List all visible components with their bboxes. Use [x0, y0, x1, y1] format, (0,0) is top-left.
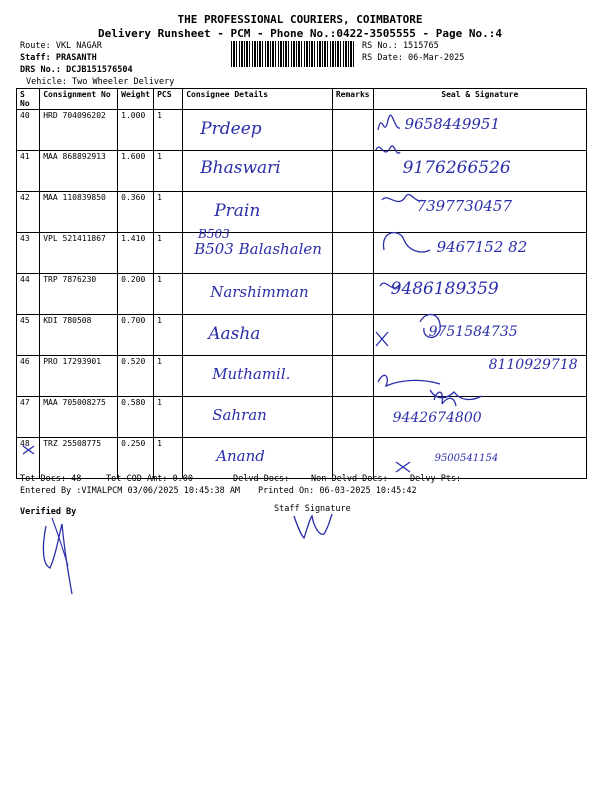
row-pcs: 1 — [154, 192, 183, 233]
handwritten-flat-number — [196, 226, 236, 242]
row-pcs: 1 — [154, 151, 183, 192]
verified-by-label: Verified By — [20, 507, 77, 517]
row-weight: 0.360 — [118, 192, 154, 233]
row-pcs: 1 — [154, 397, 183, 438]
row-consignment: TRP 7876230 — [40, 274, 118, 315]
handwritten-name: B503 Balashalen — [194, 240, 322, 258]
handwritten-phone: 9176266526 — [402, 158, 511, 178]
row-remarks — [332, 315, 373, 356]
staff-line — [20, 53, 97, 63]
signature-stroke — [378, 375, 440, 386]
handwritten-phone: 9658449951 — [404, 115, 501, 133]
handwritten-name: Prdeep — [200, 119, 262, 139]
signature-stroke — [376, 332, 388, 346]
row-consignment: VPL 521411867 — [40, 233, 118, 274]
vehicle-label: Vehicle: Two Wheeler Delivery — [26, 77, 175, 87]
delivery-signatures — [370, 100, 585, 480]
staff-signature — [290, 508, 340, 548]
row-sno: 40 — [17, 110, 40, 151]
cross-mark-icon — [20, 440, 40, 460]
col-header: Weight — [118, 89, 154, 110]
tot-cod-amount: Tot COD Amt: 0.00 — [106, 474, 193, 484]
row-sno: 46 — [17, 356, 40, 397]
col-header: Remarks — [332, 89, 373, 110]
row-pcs: 1 — [154, 233, 183, 274]
drs-label: DRS No.: — [20, 65, 61, 75]
handwritten-phone: 7397730457 — [416, 197, 513, 215]
row-sno: 48 — [17, 438, 40, 479]
row-weight: 0.700 — [118, 315, 154, 356]
row-consignment: PRO 17293901 — [40, 356, 118, 397]
signature-stroke — [380, 283, 400, 288]
handwritten-phone: 9486189359 — [390, 279, 499, 299]
route-label: Route: VKL NAGAR — [20, 41, 102, 51]
row-consignment: HRD 704096202 — [40, 110, 118, 151]
handwritten-name: Muthamil. — [212, 365, 291, 383]
staff-signature-label: Staff Signature — [274, 504, 351, 514]
row-consignment: TRZ 25508775 — [40, 438, 118, 479]
row-sno: 42 — [17, 192, 40, 233]
svg-text:B503: B503 — [198, 227, 230, 241]
row-consignee — [183, 151, 333, 192]
col-header: Consignee Details — [183, 89, 333, 110]
row-weight: 1.000 — [118, 110, 154, 151]
signature-stroke — [382, 194, 422, 201]
entered-by: Entered By :VIMALPCM 03/06/2025 10:45:38 AM — [20, 486, 241, 496]
col-header: Consignment No — [40, 89, 118, 110]
row-consignee — [183, 356, 333, 397]
row-consignee — [183, 274, 333, 315]
signature-stroke — [434, 392, 456, 406]
handwritten-name: Aasha — [208, 324, 261, 344]
staff-label: Staff: — [20, 53, 51, 63]
col-header: Seal & Signature — [373, 89, 586, 110]
signature-stroke — [376, 146, 400, 153]
signature-stroke — [378, 115, 400, 130]
handwritten-name: Narshimman — [210, 283, 309, 301]
row-consignment: MAA 110839850 — [40, 192, 118, 233]
row-remarks — [332, 438, 373, 479]
staff-name: PRASANTH — [55, 53, 97, 63]
barcode — [231, 41, 356, 67]
delivered-docs: Delvd Docs: — [233, 474, 290, 484]
printed-on: Printed On: 06-03-2025 10:45:42 — [258, 486, 417, 496]
row-pcs: 1 — [154, 274, 183, 315]
signature-stroke — [420, 314, 440, 337]
row-remarks — [332, 192, 373, 233]
handwritten-name: Sahran — [212, 406, 267, 424]
row-weight: 0.580 — [118, 397, 154, 438]
row-sno: 43 — [17, 233, 40, 274]
handwritten-name: Anand — [216, 447, 265, 465]
col-header: PCS — [154, 89, 183, 110]
handwritten-name: Bhaswari — [200, 158, 281, 178]
row-consignee — [183, 315, 333, 356]
row-weight: 1.600 — [118, 151, 154, 192]
signature-stroke — [383, 233, 430, 252]
row-consignment: MAA 705008275 — [40, 397, 118, 438]
row-sno: 47 — [17, 397, 40, 438]
rs-date: RS Date: 06-Mar-2025 — [362, 53, 465, 63]
row-remarks — [332, 356, 373, 397]
handwritten-phone: 8110929718 — [488, 357, 578, 373]
row-consignee — [183, 110, 333, 151]
handwritten-phone: 9500541154 — [434, 453, 499, 464]
row-consignee — [183, 397, 333, 438]
row-weight: 1.410 — [118, 233, 154, 274]
verifier-signature — [28, 506, 98, 598]
non-delivered-docs: Non Delvd Docs: — [311, 474, 388, 484]
signature-stroke — [396, 462, 410, 472]
row-remarks — [332, 274, 373, 315]
row-remarks — [332, 233, 373, 274]
row-consignee — [183, 438, 333, 479]
row-pcs: 1 — [154, 356, 183, 397]
row-consignment: MAA 868892913 — [40, 151, 118, 192]
handwritten-phone: 9467152 82 — [436, 238, 528, 256]
col-header: S No — [17, 89, 40, 110]
row-pcs: 1 — [154, 438, 183, 479]
row-sno: 41 — [17, 151, 40, 192]
row-weight: 0.200 — [118, 274, 154, 315]
tot-docs: Tot Docs: 48 — [20, 474, 82, 484]
row-consignment: KDI 780508 — [40, 315, 118, 356]
drs-line — [20, 65, 133, 75]
delivery-points: Delvy Pts: — [410, 474, 462, 484]
row-remarks — [332, 397, 373, 438]
rs-number: RS No.: 1515765 — [362, 41, 439, 51]
handwritten-phone: 9751584735 — [428, 324, 518, 340]
row-pcs: 1 — [154, 110, 183, 151]
drs-number: DCJB151576504 — [66, 65, 133, 75]
signature-stroke — [430, 390, 482, 399]
runsheet-subtitle: Delivery Runsheet - PCM - Phone No.:0422-3505555 - Page No.:4 — [98, 27, 502, 40]
row-sno: 44 — [17, 274, 40, 315]
row-pcs: 1 — [154, 315, 183, 356]
handwritten-phone: 9442674800 — [392, 410, 482, 426]
row-weight: 0.520 — [118, 356, 154, 397]
row-sno: 45 — [17, 315, 40, 356]
row-remarks — [332, 110, 373, 151]
row-remarks — [332, 151, 373, 192]
row-weight: 0.250 — [118, 438, 154, 479]
handwritten-name: Prain — [214, 201, 261, 221]
company-title: THE PROFESSIONAL COURIERS, COIMBATORE — [177, 13, 423, 26]
